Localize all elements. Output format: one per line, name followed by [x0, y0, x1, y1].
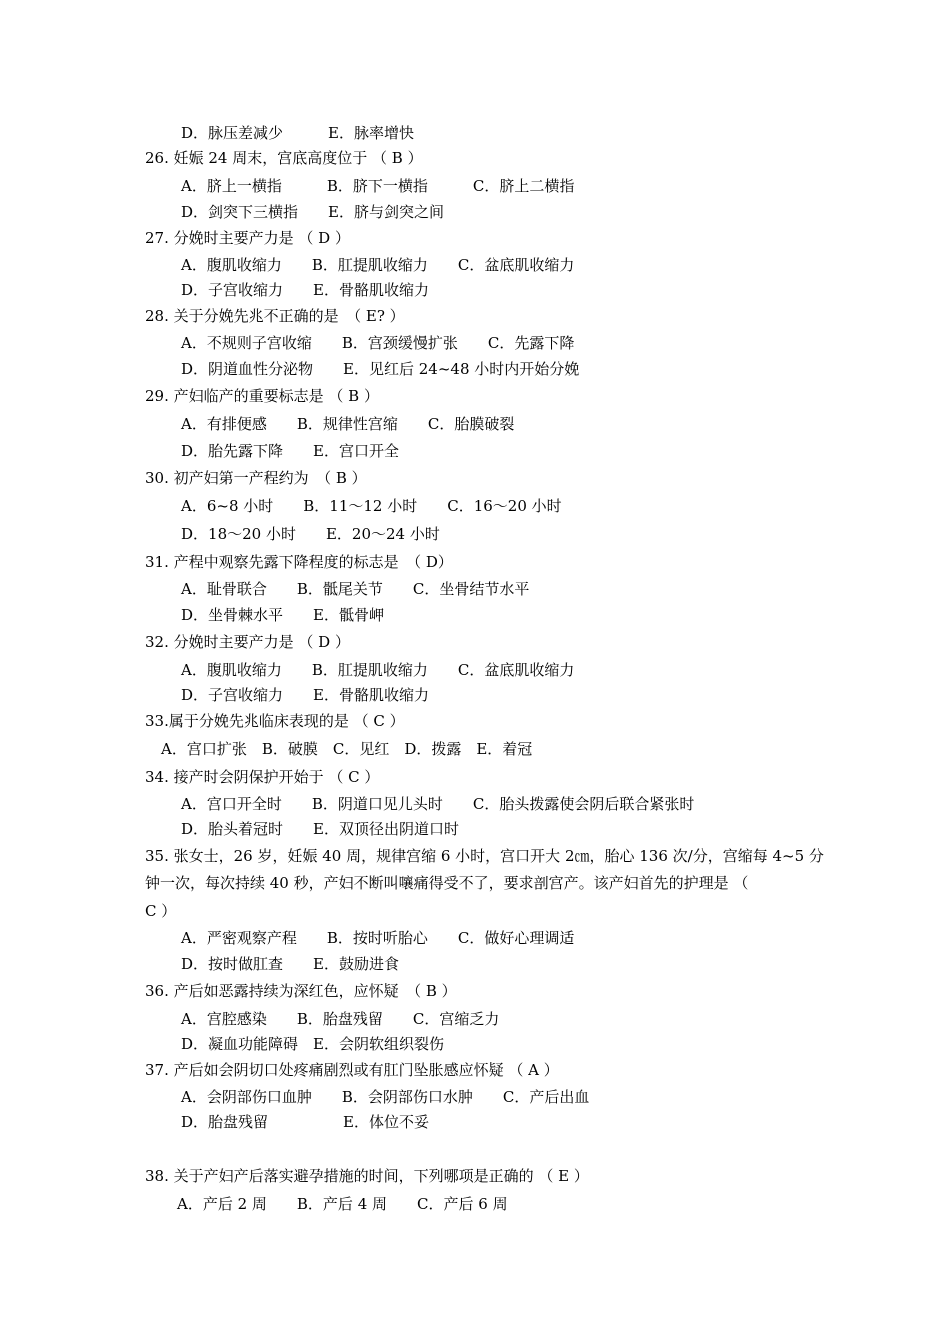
q28-options-d-e: D．阴道血性分泌物 E．见红后 24~48 小时内开始分娩 [181, 360, 580, 378]
q29-options-a-c: A．有排便感 B．规律性宫缩 C．胎膜破裂 [181, 415, 515, 433]
q35-stem-line-2: 钟一次，每次持续 40 秒，产妇不断叫嚷痛得受不了，要求剖宫产。该产妇首先的护理是 （ [145, 874, 749, 892]
q25-options-d-e: D．脉压差减少 E．脉率增快 [181, 124, 414, 142]
q32-options-d-e: D．子宫收缩力 E．骨骼肌收缩力 [181, 686, 429, 704]
q27-stem: 27. 分娩时主要产力是 （ D ） [145, 229, 350, 247]
q30-options-a-c: A．6~8 小时 B．11～12 小时 C．16～20 小时 [181, 497, 562, 515]
q30-options-d-e: D．18～20 小时 E．20～24 小时 [181, 525, 440, 543]
q35-stem-line-1: 35. 张女士，26 岁，妊娠 40 周，规律宫缩 6 小时，宫口开大 2㎝，胎心 136 次/分，宫缩每 4~5 分 [145, 847, 824, 865]
q31-options-d-e: D．坐骨棘水平 E．骶骨岬 [181, 606, 384, 624]
q36-stem: 36. 产后如恶露持续为深红色，应怀疑 （ B ） [145, 982, 457, 1000]
q30-stem: 30. 初产妇第一产程约为 （ B ） [145, 469, 367, 487]
q38-stem: 38. 关于产妇产后落实避孕措施的时间，下列哪项是正确的 （ E ） [145, 1167, 589, 1185]
q34-options-d-e: D．胎头着冠时 E．双顶径出阴道口时 [181, 820, 459, 838]
q29-options-d-e: D．胎先露下降 E．宫口开全 [181, 442, 399, 460]
q29-stem: 29. 产妇临产的重要标志是 （ B ） [145, 387, 379, 405]
q36-options-d-e: D．凝血功能障碍 E．会阴软组织裂伤 [181, 1035, 444, 1053]
q35-options-a-c: A．严密观察产程 B．按时听胎心 C．做好心理调适 [181, 929, 575, 947]
q27-options-d-e: D．子宫收缩力 E．骨骼肌收缩力 [181, 281, 429, 299]
q31-stem: 31. 产程中观察先露下降程度的标志是 （ D） [145, 553, 453, 571]
q31-options-a-c: A．耻骨联合 B．骶尾关节 C．坐骨结节水平 [181, 580, 530, 598]
q27-options-a-c: A．腹肌收缩力 B．肛提肌收缩力 C．盆底肌收缩力 [181, 256, 575, 274]
q37-stem: 37. 产后如会阴切口处疼痛剧烈或有肛门坠胀感应怀疑 （ A ） [145, 1061, 559, 1079]
q26-stem: 26. 妊娠 24 周末，宫底高度位于 （ B ） [145, 149, 423, 167]
q26-options-a-c: A．脐上一横指 B．脐下一横指 C．脐上二横指 [181, 177, 575, 195]
q28-options-a-c: A．不规则子宫收缩 B．宫颈缓慢扩张 C．先露下降 [181, 334, 575, 352]
q36-options-a-c: A．宫腔感染 B．胎盘残留 C．宫缩乏力 [181, 1010, 500, 1028]
q38-options-a-c: A．产后 2 周 B．产后 4 周 C．产后 6 周 [177, 1195, 508, 1213]
q35-options-d-e: D．按时做肛查 E．鼓励进食 [181, 955, 399, 973]
q34-stem: 34. 接产时会阴保护开始于 （ C ） [145, 768, 380, 786]
q34-options-a-c: A．宫口开全时 B．阴道口见儿头时 C．胎头拨露使会阴后联合紧张时 [181, 795, 695, 813]
q37-options-d-e: D．胎盘残留 E．体位不妥 [181, 1113, 429, 1131]
q26-options-d-e: D．剑突下三横指 E．脐与剑突之间 [181, 203, 444, 221]
q28-stem: 28. 关于分娩先兆不正确的是 （ E? ） [145, 307, 405, 325]
q33-stem: 33.属于分娩先兆临床表现的是 （ C ） [145, 712, 405, 730]
q37-options-a-c: A．会阴部伤口血肿 B．会阴部伤口水肿 C．产后出血 [181, 1088, 590, 1106]
q35-answer: C ） [145, 902, 177, 920]
q32-stem: 32. 分娩时主要产力是 （ D ） [145, 633, 350, 651]
q33-options: A．宫口扩张 B．破膜 C．见红 D．拨露 E．着冠 [161, 740, 533, 758]
q32-options-a-c: A．腹肌收缩力 B．肛提肌收缩力 C．盆底肌收缩力 [181, 661, 575, 679]
